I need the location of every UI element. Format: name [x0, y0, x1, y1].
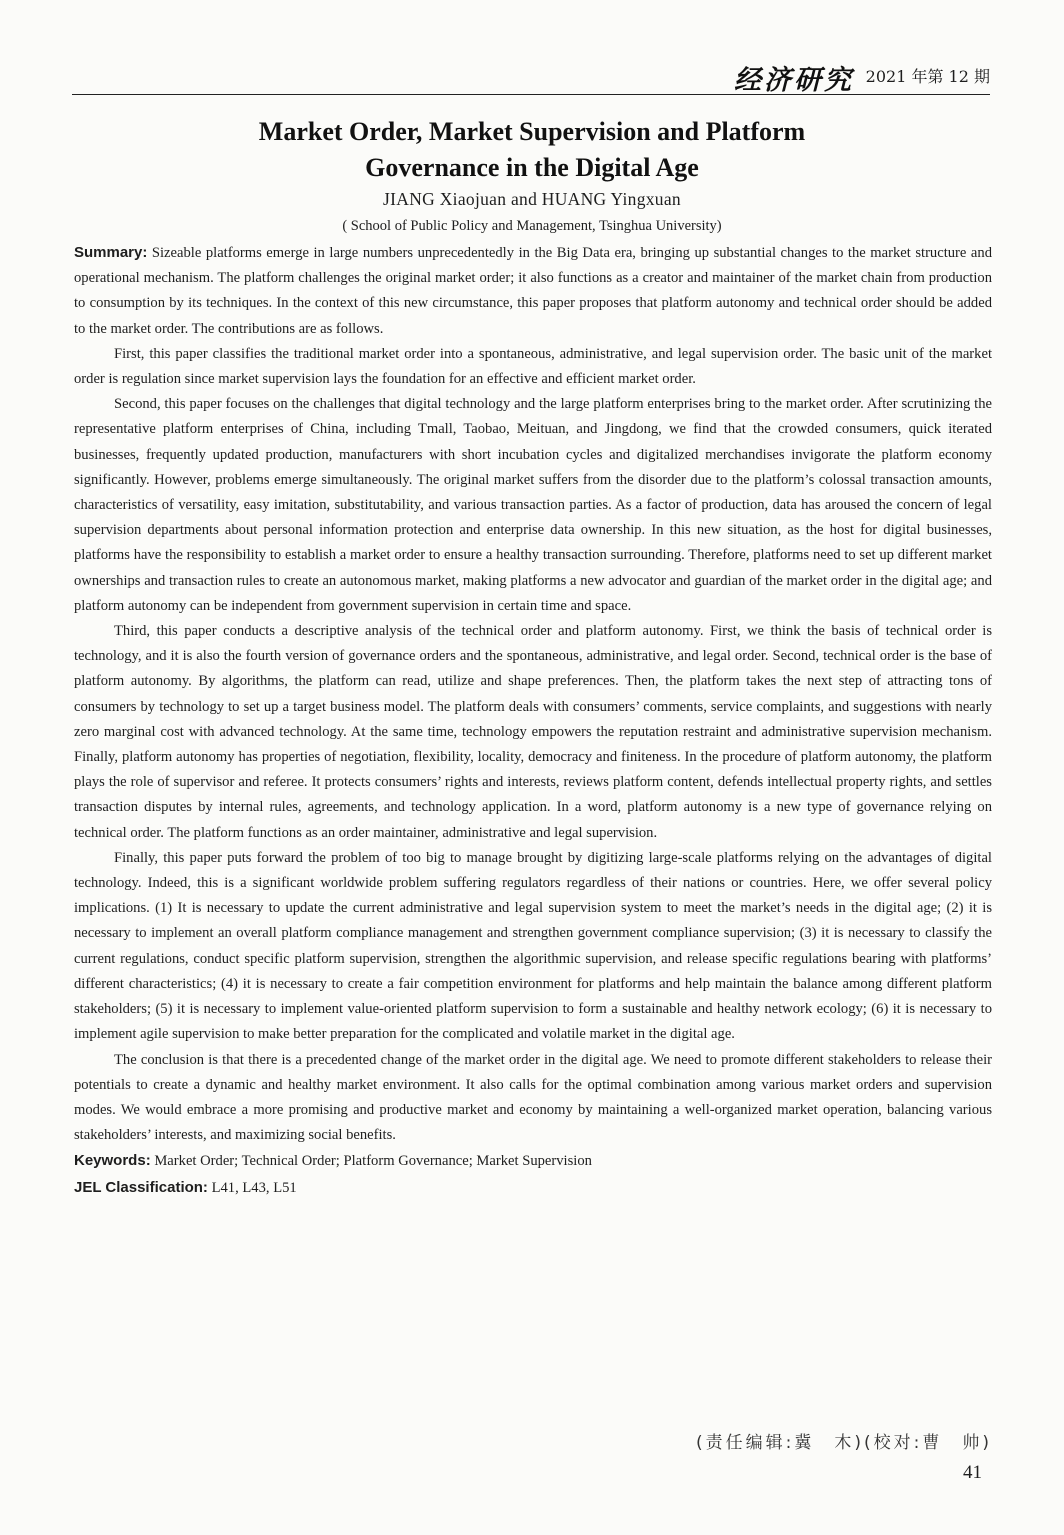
- title-line-1: Market Order, Market Supervision and Platform: [258, 117, 806, 146]
- abstract-body: [74, 240, 992, 1201]
- summary-intro: Sizeable platforms emerge in large numbers unprecedentedly in the Big Data era, bringing up substantial changes to the market structure and operational mechanism. The platform challenges the original market order; it also functions as a creator and maintainer of the market chain from production to consumption by its techniques. In the context of this new circumstance, this paper proposes that platform autonomy and technical order should be added to the market order. The contributions are as follows.: [74, 245, 992, 337]
- keywords: Market Order; Technical Order; Platform Governance; Market Supervision: [150, 1153, 592, 1170]
- paragraph-finally: Finally, this paper puts forward the problem of too big to manage brought by digitizing large-scale platforms relying on the advantages of digital technology. Indeed, this is a significant worldwide problem suffering regulators regardless of their nations or countries. Here, we offer several policy implications. (1) It is necessary to update the current administrative and legal supervision system to meet the market’s needs in the digital age; (2) it is necessary to implement an overall platform compliance management and strengthen government compliance supervision; (3) it is necessary to classify the current regulations, conduct specific platform supervision, strengthen the algorithmic supervision, and release specific regulations bearing with platforms’ different characteristics; (4) it is necessary to create a fair competition environment for platforms and help maintain the balance among different platform stakeholders; (5) it is necessary to implement value-oriented platform supervision to form a sustainable and healthy network ecology; (6) it is necessary to implement agile supervision to make better preparation for the complicated and volatile market in the digital age.: [74, 849, 992, 1043]
- paragraph-first: First, this paper classifies the traditional market order into a spontaneous, administrative, and legal supervision order. The basic unit of the market order is regulation since market supervision lays the foundation for an effective and efficient market order.: [74, 345, 992, 388]
- jel-codes: L41, L43, L51: [207, 1179, 297, 1196]
- jel-label: JEL Classification:: [74, 1178, 208, 1196]
- page-header: [72, 52, 990, 95]
- paragraph-conclusion: The conclusion is that there is a precedented change of the market order in the digital age. We need to promote different stakeholders to release their potentials to create a dynamic and healthy market environment. It also calls for the optimal combination among various market orders and supervision modes. We would embrace a more promising and productive market and economy by maintaining a well-organized market operation, balancing various stakeholders’ interests, and maximizing social benefits.: [74, 1051, 992, 1144]
- affiliation: ( School of Public Policy and Management, Tsinghua University): [342, 218, 722, 234]
- jel-line: [74, 1175, 992, 1201]
- keywords-label: Keywords:: [74, 1152, 151, 1170]
- journal-logo: 经济研究: [734, 65, 854, 96]
- editor-note: (责任编辑:冀 木)(校对:曹 帅): [696, 1433, 992, 1453]
- paragraph-second: Second, this paper focuses on the challenges that digital technology and the large platform enterprises bring to the market order. After scrutinizing the representative platform enterprises of China, including Tmall, Taobao, Meituan, and Jingdong, we find that the crowded consumers, quick iterated businesses, frequently updated production, manufacturers with short incubation cycles and digitalized merchandises invigorate the platform economy significantly. However, problems emerge simultaneously. The original market suffers from the disorder due to the platform’s colossal transaction amounts, characteristics of versatility, easy imitation, substitutability, and various transaction parties. As a factor of production, data has aroused the concern of legal supervision departments about personal information protection and enterprise data ownership. In this new situation, as the host for digital businesses, platforms have the responsibility to establish a market order to ensure a healthy transaction surrounding. Therefore, platforms need to set up different market ownerships and transaction rules to create an autonomous market, making platforms a new advocator and guardian of the market order in the digital age; and platform autonomy can be independent from government supervision in certain time and space.: [74, 396, 992, 614]
- summary-paragraph: [74, 240, 992, 342]
- summary-label: Summary:: [74, 244, 148, 261]
- paper-title: [72, 114, 992, 186]
- title-line-2: Governance in the Digital Age: [365, 153, 699, 182]
- keywords-line: [74, 1148, 992, 1174]
- paragraph-third: Third, this paper conducts a descriptive analysis of the technical order and platform autonomy. First, we think the basis of technical order is technology, and it is also the fourth version of governance orders and the spontaneous, administrative, and legal order. Second, technical order is the base of platform autonomy. By algorithms, the platform can read, utilize and shape preferences. Then, the platform takes the next step of attracting tons of consumers by technology to set up a target business model. The platform deals with consumers’ comments, service complaints, and suggestions with nearly zero marginal cost with advanced technology. At the same time, technology empowers the reputation restraint and administrative supervision mechanism. Finally, platform autonomy has properties of negotiation, flexibility, locality, democracy and finiteness. In the procedure of platform autonomy, the platform plays the role of supervisor and referee. It protects consumers’ rights and interests, reviews platform content, defends intellectual property rights, and settles transaction disputes by internal rules, agreements, and technology application. In a word, platform autonomy is a new type of governance relying on technical order. The platform functions as an order maintainer, administrative and legal supervision.: [74, 623, 992, 841]
- issue-number: 2021 年第 12 期: [865, 67, 990, 86]
- page-number: 41: [963, 1462, 982, 1483]
- authors: JIANG Xiaojuan and HUANG Yingxuan: [383, 189, 681, 209]
